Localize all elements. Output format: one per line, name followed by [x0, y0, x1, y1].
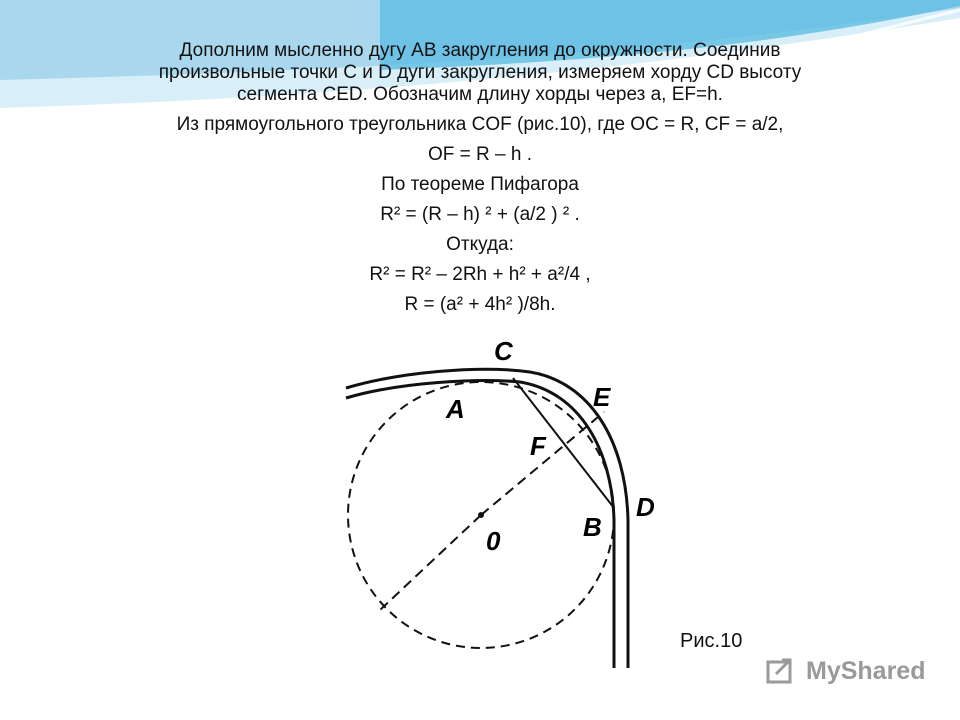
formula-radius: R = (a² + 4h² )/8h. [404, 294, 556, 315]
pythagoras-heading: По теореме Пифагора [381, 174, 579, 195]
whence-heading: Откуда: [446, 234, 514, 255]
watermark [766, 656, 925, 686]
curve-diagram [330, 325, 660, 680]
label-o: 0 [486, 526, 501, 556]
label-d: D [636, 492, 655, 522]
triangle-statement: Из прямоугольного треугольника COF (рис.10), где ОС = R, CF = а/2, [176, 114, 784, 135]
radius-dashed-lower [380, 515, 481, 610]
formula-of: OF = R – h . [427, 144, 532, 165]
radius-oe [481, 412, 604, 515]
label-f: F [530, 431, 546, 461]
label-c: C [494, 336, 513, 366]
label-e: E [593, 382, 611, 412]
watermark-text: MyShared [806, 656, 926, 685]
road-curve-inner [346, 381, 614, 668]
slide-text [0, 40, 960, 316]
label-a: A [446, 394, 465, 424]
label-b: B [583, 512, 602, 542]
paragraph-line: сегмента CED. Обозначим длину хорды через а, EF=h. [237, 84, 723, 105]
intro-paragraph [0, 40, 960, 106]
paragraph-line: Дополним мысленно дугу АВ закругления до окружности. Соединив [179, 40, 781, 61]
formula-expanded: R² = R² – 2Rh + h² + a²/4 , [369, 264, 591, 285]
formula-pythagoras: R² = (R – h) ² + (a/2 ) ² . [380, 204, 580, 225]
paragraph-line: произвольные точки С и D дуги закругления, измеряем хорду CD высоту [158, 62, 802, 83]
figure-caption: Рис.10 [680, 630, 743, 652]
center-point [478, 512, 484, 518]
myshared-logo-icon [766, 656, 800, 686]
